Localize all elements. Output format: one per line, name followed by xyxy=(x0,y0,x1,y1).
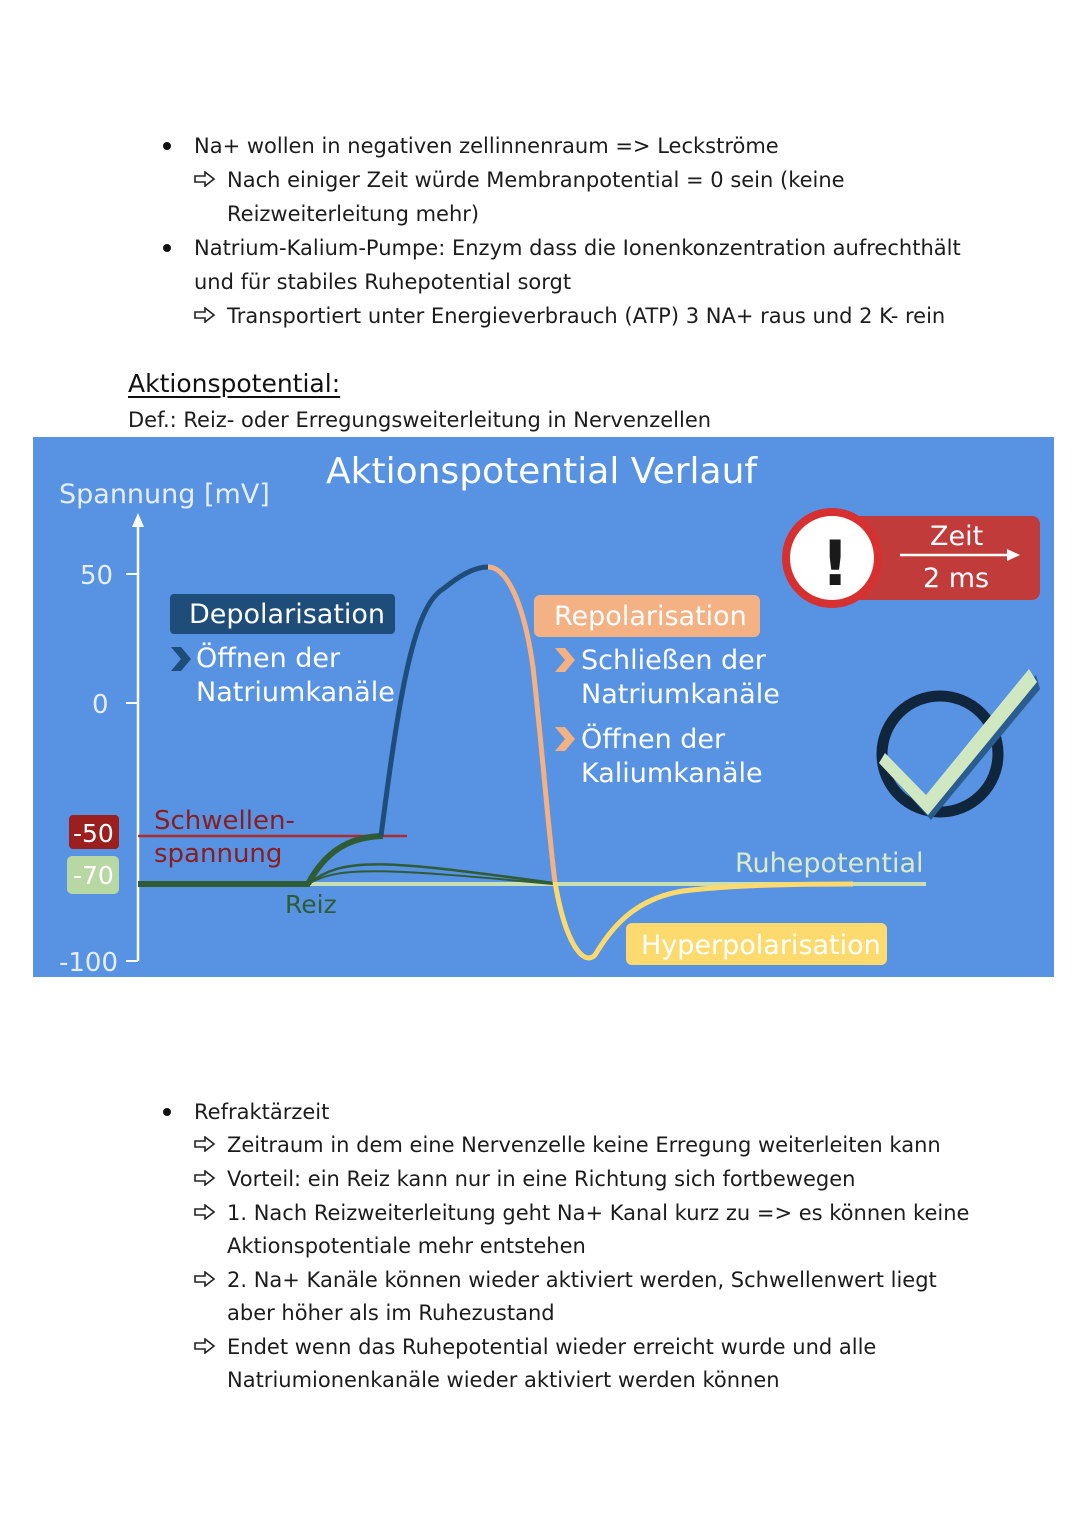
depolarisation-curve xyxy=(381,567,488,836)
stimulus-label: Reiz xyxy=(285,890,337,919)
arrow-right-icon xyxy=(194,1338,216,1354)
threshold-label: Schwellen- xyxy=(154,806,295,836)
note-text: 2. Na+ Kanäle können wieder aktiviert werden, Schwellenwert liegt xyxy=(227,1268,937,1292)
note-text: Natriumionenkanäle wieder aktiviert werden können xyxy=(227,1368,780,1392)
note-text: aber höher als im Ruhezustand xyxy=(227,1301,555,1325)
note-text: Aktionspotentiale mehr entstehen xyxy=(227,1234,586,1258)
note-text: Reizweiterleitung mehr) xyxy=(227,202,480,226)
y-tick-label-50: 50 xyxy=(80,561,114,591)
arrow-right-icon xyxy=(194,1170,216,1186)
y-axis-label: Spannung [mV] xyxy=(59,479,270,510)
time-scale-value: 2 ms xyxy=(923,563,990,594)
arrow-right-icon xyxy=(194,1271,216,1287)
arrow-right-icon xyxy=(194,307,216,323)
repolarisation-text: Öffnen der xyxy=(581,724,726,755)
note-text: Refraktärzeit xyxy=(194,1100,330,1124)
note-text: Na+ wollen in negativen zellinnenraum => Leckströme xyxy=(194,134,779,158)
repolarisation-title: Repolarisation xyxy=(554,601,747,632)
warning-symbol: ! xyxy=(821,527,850,600)
hyperpolarisation-label: Hyperpolarisation xyxy=(641,930,881,961)
y-axis-arrowhead xyxy=(132,513,144,527)
repolarisation-text: Natriumkanäle xyxy=(581,679,780,710)
action-potential-figure xyxy=(33,437,1054,977)
time-scale-label: Zeit xyxy=(930,521,984,552)
note-text: Natrium-Kalium-Pumpe: Enzym dass die Ionenkonzentration aufrechthält xyxy=(194,236,961,260)
note-text: Nach einiger Zeit würde Membranpotential = 0 sein (keine xyxy=(227,168,845,192)
chevron-right-icon xyxy=(171,647,191,671)
section-heading: Aktionspotential: xyxy=(128,369,341,398)
y-tick-label-minus-70: -70 xyxy=(73,861,114,890)
chevron-right-icon xyxy=(555,648,575,672)
depolarisation-text: Natriumkanäle xyxy=(196,677,395,708)
y-tick-label-minus-100: -100 xyxy=(59,948,119,977)
chevron-right-icon xyxy=(555,727,575,751)
arrow-right-icon xyxy=(194,171,216,187)
depolarisation-title: Depolarisation xyxy=(189,599,386,630)
bullet-dot xyxy=(163,1108,171,1116)
note-text: Transportiert unter Energieverbrauch (ATP) 3 NA+ raus und 2 K- rein xyxy=(227,304,946,328)
note-text: und für stabiles Ruhepotential sorgt xyxy=(194,270,572,294)
repolarisation-text: Schließen der xyxy=(581,645,766,676)
repolarisation-text: Kaliumkanäle xyxy=(581,758,763,789)
arrow-right-icon xyxy=(194,1136,216,1152)
bullet-dot xyxy=(163,142,171,150)
depolarisation-text: Öffnen der xyxy=(196,643,341,674)
note-text: Vorteil: ein Reiz kann nur in eine Richtung sich fortbewegen xyxy=(227,1167,856,1191)
figure-title: Aktionspotential Verlauf xyxy=(326,451,758,492)
note-text: Zeitraum in dem eine Nervenzelle keine Erregung weiterleiten kann xyxy=(227,1133,941,1157)
arrow-right-icon xyxy=(194,1204,216,1220)
y-tick-label-minus-50: -50 xyxy=(73,819,114,848)
threshold-label: spannung xyxy=(154,839,283,869)
resting-potential-label: Ruhepotential xyxy=(735,848,924,879)
definition-text: Def.: Reiz- oder Erregungsweiterleitung in Nervenzellen xyxy=(128,408,712,432)
bullet-dot xyxy=(163,244,171,252)
y-tick-label-0: 0 xyxy=(92,690,109,720)
note-text: 1. Nach Reizweiterleitung geht Na+ Kanal kurz zu => es können keine xyxy=(227,1201,970,1225)
checkmark-icon xyxy=(879,669,1040,820)
action-potential-diagram xyxy=(33,437,1054,977)
note-text: Endet wenn das Ruhepotential wieder erreicht wurde und alle xyxy=(227,1335,877,1359)
